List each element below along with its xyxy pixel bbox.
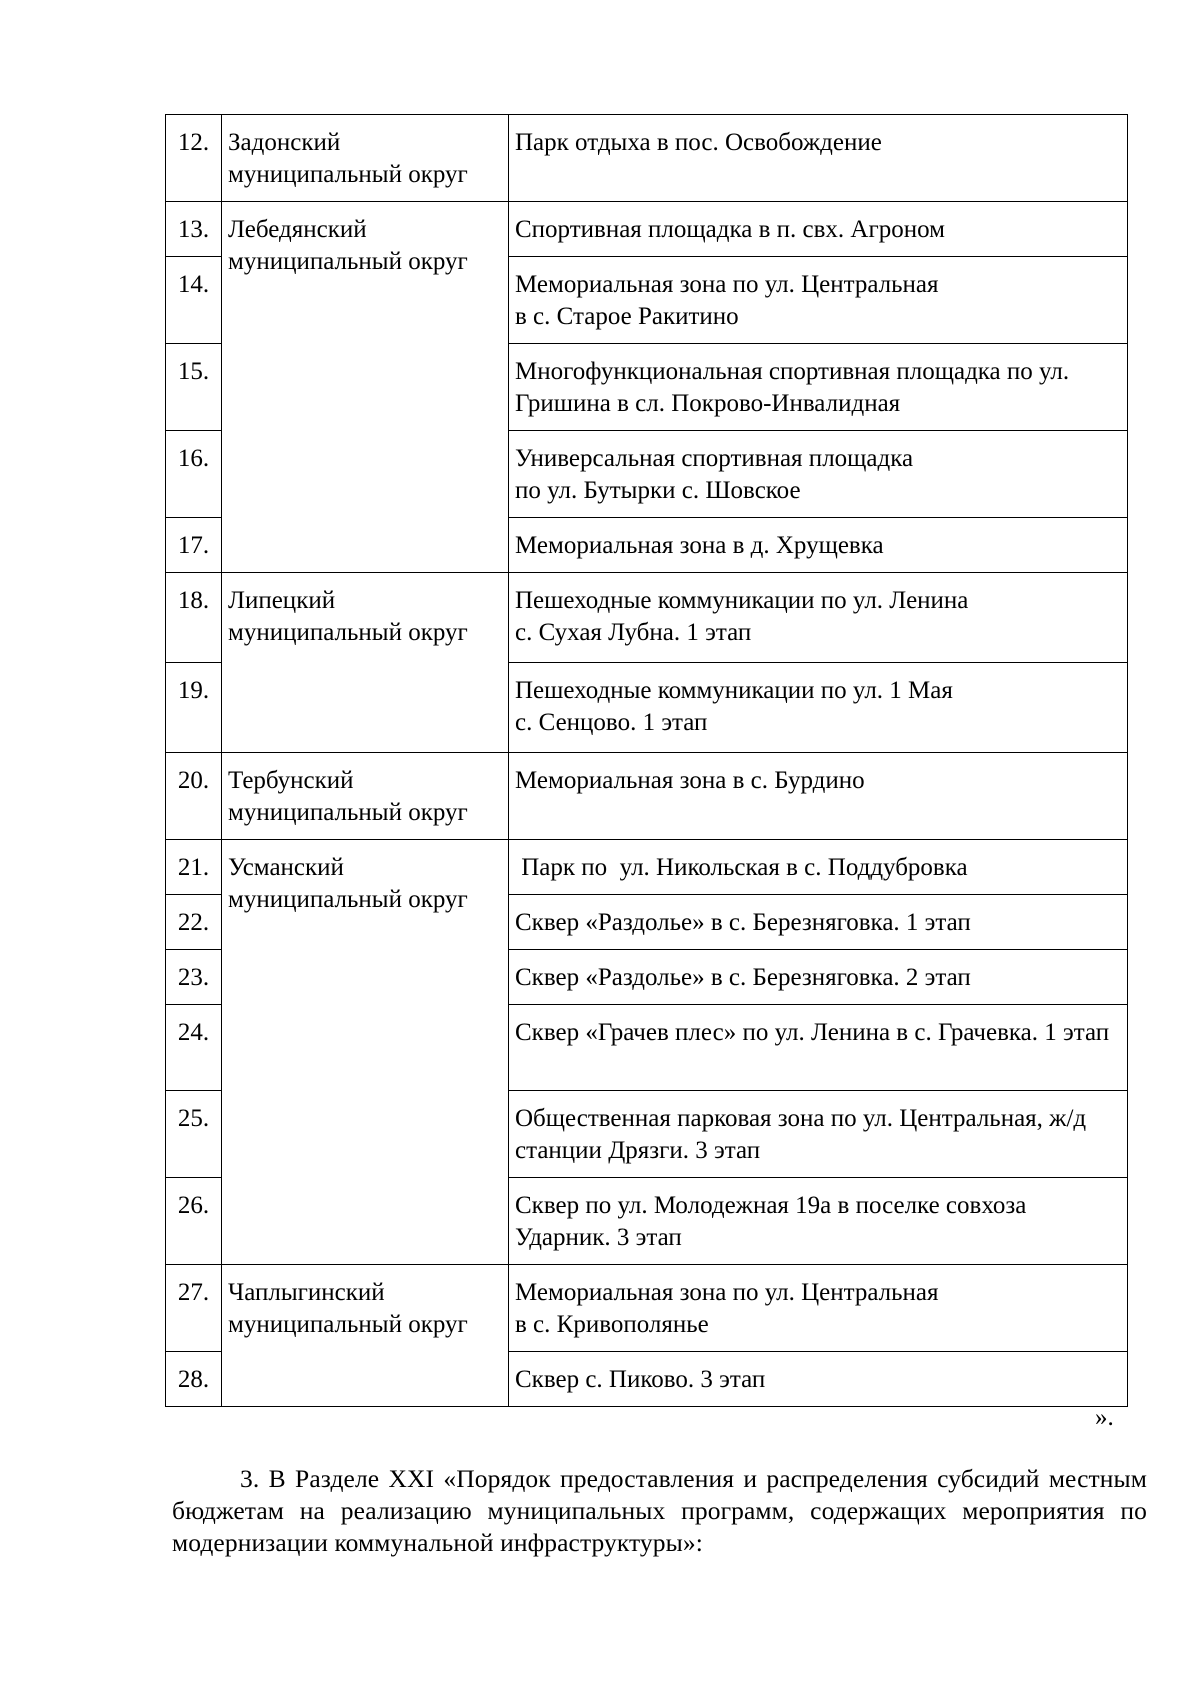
object-cell: Сквер «Грачев плес» по ул. Ленина в с. Грачевка. 1 этап xyxy=(509,1005,1128,1091)
row-number: 14. xyxy=(166,257,222,344)
row-number: 24. xyxy=(166,1005,222,1091)
row-number: 26. xyxy=(166,1178,222,1265)
section-paragraph: 3. В Разделе XXI «Порядок предоставления и распределения субсидий местным бюджетам на реализацию муниципальных программ, содержащих мероприятия по модернизации коммунальной инфраструктуры»: xyxy=(172,1464,1147,1557)
object-cell: Мемориальная зона в д. Хрущевка xyxy=(509,518,1128,573)
row-number: 27. xyxy=(166,1265,222,1352)
object-cell: Сквер по ул. Молодежная 19а в поселке совхоза Ударник. 3 этап xyxy=(509,1178,1128,1265)
row-number: 21. xyxy=(166,840,222,895)
district-cell: Задонский муниципальный округ xyxy=(222,115,509,202)
object-cell: Универсальная спортивная площадка по ул. Бутырки с. Шовское xyxy=(509,431,1128,518)
table-row xyxy=(166,1265,1128,1352)
object-cell: Парк отдыха в пос. Освобождение xyxy=(509,115,1128,202)
district-cell: Усманский муниципальный округ xyxy=(222,840,509,1265)
district-cell: Чаплыгинский муниципальный округ xyxy=(222,1265,509,1407)
object-cell: Многофункциональная спортивная площадка по ул. Гришина в сл. Покрово-Инвалидная xyxy=(509,344,1128,431)
object-cell: Пешеходные коммуникации по ул. Ленина с. Сухая Лубна. 1 этап xyxy=(509,573,1128,663)
row-number: 18. xyxy=(166,573,222,663)
objects-table xyxy=(165,114,1128,1407)
table-row xyxy=(166,753,1128,840)
object-cell: Мемориальная зона по ул. Центральная в с. Кривополянье xyxy=(509,1265,1128,1352)
closing-quote: ». xyxy=(1095,1404,1114,1431)
object-cell: Сквер с. Пиково. 3 этап xyxy=(509,1352,1128,1407)
row-number: 28. xyxy=(166,1352,222,1407)
row-number: 19. xyxy=(166,663,222,753)
district-cell: Тербунский муниципальный округ xyxy=(222,753,509,840)
table-row xyxy=(166,840,1128,895)
object-cell: Пешеходные коммуникации по ул. 1 Мая с. Сенцово. 1 этап xyxy=(509,663,1128,753)
table-row xyxy=(166,202,1128,257)
object-cell: Сквер «Раздолье» в с. Березняговка. 1 этап xyxy=(509,895,1128,950)
row-number: 20. xyxy=(166,753,222,840)
object-cell: Мемориальная зона по ул. Центральная в с. Старое Ракитино xyxy=(509,257,1128,344)
row-number: 12. xyxy=(166,115,222,202)
object-cell: Спортивная площадка в п. свх. Агроном xyxy=(509,202,1128,257)
row-number: 25. xyxy=(166,1091,222,1178)
table-row xyxy=(166,115,1128,202)
row-number: 23. xyxy=(166,950,222,1005)
row-number: 22. xyxy=(166,895,222,950)
object-cell: Парк по ул. Никольская в с. Поддубровка xyxy=(509,840,1128,895)
district-cell: Лебедянский муниципальный округ xyxy=(222,202,509,573)
row-number: 16. xyxy=(166,431,222,518)
object-cell: Мемориальная зона в с. Бурдино xyxy=(509,753,1128,840)
row-number: 17. xyxy=(166,518,222,573)
object-cell: Общественная парковая зона по ул. Центральная, ж/д станции Дрязги. 3 этап xyxy=(509,1091,1128,1178)
table-row xyxy=(166,573,1128,663)
row-number: 13. xyxy=(166,202,222,257)
district-cell: Липецкий муниципальный округ xyxy=(222,573,509,753)
object-cell: Сквер «Раздолье» в с. Березняговка. 2 этап xyxy=(509,950,1128,1005)
row-number: 15. xyxy=(166,344,222,431)
